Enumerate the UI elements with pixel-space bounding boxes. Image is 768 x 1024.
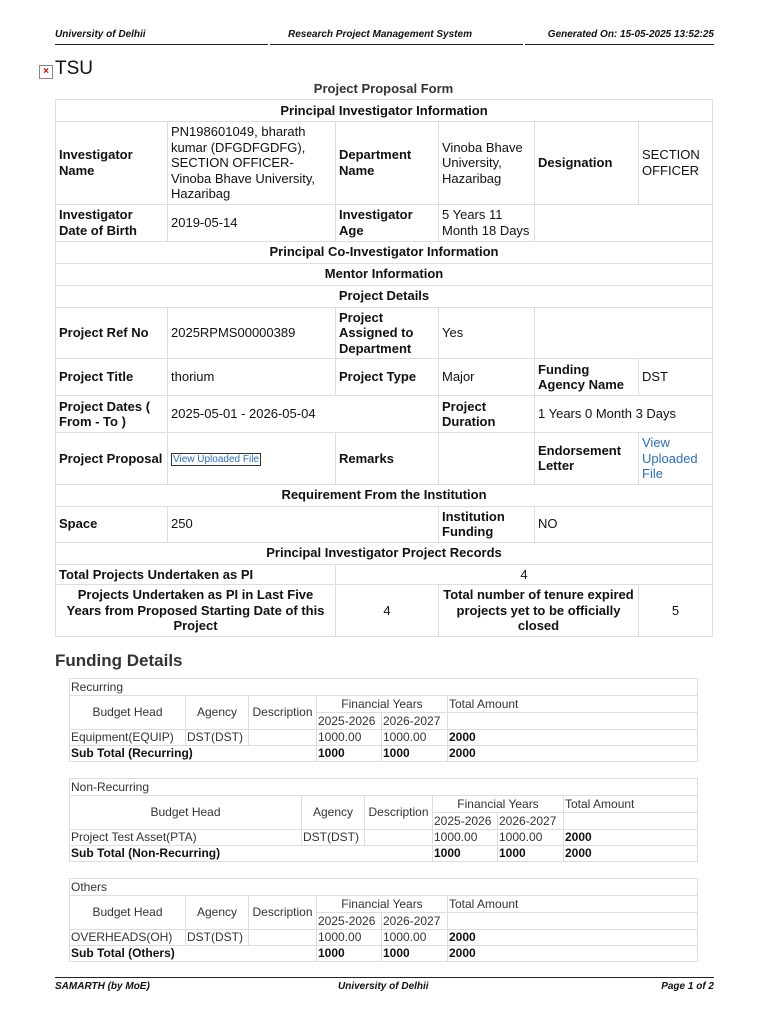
non-recurring-subtotal-total: 2000	[564, 846, 698, 862]
value-space: 250	[168, 506, 439, 542]
value-designation: SECTION OFFICER	[639, 122, 713, 205]
logo	[39, 58, 93, 80]
col-description: Description	[249, 896, 317, 930]
value-expired-projects: 5	[639, 585, 713, 637]
value-age: 5 Years 11 Month 18 Days	[439, 204, 535, 241]
label-project-dates: Project Dates ( From - To )	[56, 396, 168, 433]
col-year-2: 2026-2027	[382, 913, 448, 930]
label-remarks: Remarks	[336, 433, 439, 485]
col-agency: Agency	[186, 696, 249, 730]
col-total-amount: Total Amount	[448, 896, 698, 913]
recurring-y1: 1000.00	[317, 730, 382, 746]
value-project-title: thorium	[168, 359, 336, 396]
form-title: Project Proposal Form	[313, 81, 454, 96]
non-recurring-subtotal-y2: 1000	[498, 846, 564, 862]
value-dob: 2019-05-14	[168, 204, 336, 241]
non-recurring-desc	[365, 830, 433, 846]
label-project-title: Project Title	[56, 359, 168, 396]
others-y2: 1000.00	[382, 930, 448, 946]
section-co-pi: Principal Co-Investigator Information	[56, 241, 713, 263]
col-description: Description	[365, 796, 433, 830]
header-system-name: Research Project Management System	[288, 29, 472, 40]
value-project-duration: 1 Years 0 Month 3 Days	[535, 396, 713, 433]
others-total: 2000	[448, 930, 698, 946]
col-year-2: 2026-2027	[498, 813, 564, 830]
empty-cell	[535, 307, 713, 359]
non-recurring-total: 2000	[564, 830, 698, 846]
page-footer	[55, 981, 714, 995]
label-project-duration: Project Duration	[439, 396, 535, 433]
non-recurring-table	[69, 778, 698, 862]
empty-cell	[564, 813, 698, 830]
col-total-amount: Total Amount	[448, 696, 698, 713]
value-project-assigned: Yes	[439, 307, 535, 359]
others-caption: Others	[70, 879, 698, 896]
footer-divider	[55, 977, 714, 978]
section-pi-records: Principal Investigator Project Records	[56, 542, 713, 564]
col-year-1: 2025-2026	[317, 713, 382, 730]
col-budget-head: Budget Head	[70, 696, 186, 730]
col-agency: Agency	[186, 896, 249, 930]
others-head: OVERHEADS(OH)	[70, 930, 186, 946]
col-description: Description	[249, 696, 317, 730]
value-project-ref: 2025RPMS00000389	[168, 307, 336, 359]
header-generated-on: Generated On: 15-05-2025 13:52:25	[547, 29, 714, 40]
funding-title: Funding Details	[55, 651, 183, 670]
section-project-details: Project Details	[56, 285, 713, 307]
recurring-head: Equipment(EQUIP)	[70, 730, 186, 746]
recurring-subtotal-y1: 1000	[317, 746, 382, 762]
recurring-y2: 1000.00	[382, 730, 448, 746]
label-investigator-name: Investigator Name	[56, 122, 168, 205]
empty-cell	[535, 204, 713, 241]
others-desc	[249, 930, 317, 946]
others-subtotal-total: 2000	[448, 946, 698, 962]
non-recurring-head: Project Test Asset(PTA)	[70, 830, 302, 846]
label-funding-agency: Funding Agency Name	[535, 359, 639, 396]
broken-image-icon: ×	[39, 65, 53, 79]
value-remarks	[439, 433, 535, 485]
header-university: University of Delhii	[55, 29, 146, 40]
non-recurring-caption: Non-Recurring	[70, 779, 698, 796]
col-financial-years: Financial Years	[317, 896, 448, 913]
recurring-desc	[249, 730, 317, 746]
value-institution-funding: NO	[535, 506, 713, 542]
label-designation: Designation	[535, 122, 639, 205]
label-total-projects: Total Projects Undertaken as PI	[56, 564, 336, 585]
col-year-2: 2026-2027	[382, 713, 448, 730]
others-agency: DST(DST)	[186, 930, 249, 946]
view-proposal-button[interactable]: View Uploaded File	[173, 454, 259, 466]
col-financial-years: Financial Years	[317, 696, 448, 713]
recurring-total: 2000	[448, 730, 698, 746]
label-last-five-years: Projects Undertaken as PI in Last Five Years from Proposed Starting Date of this Project	[56, 585, 336, 637]
non-recurring-y1: 1000.00	[433, 830, 498, 846]
value-funding-agency: DST	[639, 359, 713, 396]
label-age: Investigator Age	[336, 204, 439, 241]
view-endorsement-link[interactable]: View Uploaded File	[642, 435, 698, 481]
others-subtotal-y1: 1000	[317, 946, 382, 962]
non-recurring-subtotal-y1: 1000	[433, 846, 498, 862]
label-expired-projects: Total number of tenure expired projects yet to be officially closed	[439, 585, 639, 637]
recurring-subtotal-total: 2000	[448, 746, 698, 762]
value-last-five-years: 4	[336, 585, 439, 637]
section-mentor: Mentor Information	[56, 263, 713, 285]
recurring-subtotal-y2: 1000	[382, 746, 448, 762]
non-recurring-agency: DST(DST)	[302, 830, 365, 846]
proposal-table	[55, 99, 713, 637]
header-divider-left	[55, 44, 268, 45]
proposal-cell	[168, 433, 336, 485]
value-investigator-name: PN198601049, bharath kumar (DFGDFGDFG), SECTION OFFICER- Vinoba Bhave University, Hazaribag	[168, 122, 336, 205]
label-department-name: Department Name	[336, 122, 439, 205]
non-recurring-subtotal-label: Sub Total (Non-Recurring)	[70, 846, 433, 862]
others-subtotal-label: Sub Total (Others)	[70, 946, 317, 962]
logo-text: TSU	[55, 58, 93, 79]
value-total-projects: 4	[336, 564, 713, 585]
footer-page-number: Page 1 of 2	[661, 981, 714, 992]
section-pi-info: Principal Investigator Information	[56, 100, 713, 122]
recurring-agency: DST(DST)	[186, 730, 249, 746]
col-total-amount: Total Amount	[564, 796, 698, 813]
empty-cell	[448, 913, 698, 930]
col-budget-head: Budget Head	[70, 896, 186, 930]
col-agency: Agency	[302, 796, 365, 830]
others-subtotal-y2: 1000	[382, 946, 448, 962]
col-budget-head: Budget Head	[70, 796, 302, 830]
label-institution-funding: Institution Funding	[439, 506, 535, 542]
footer-samarth: SAMARTH (by MoE)	[55, 981, 150, 992]
others-y1: 1000.00	[317, 930, 382, 946]
non-recurring-y2: 1000.00	[498, 830, 564, 846]
label-project-type: Project Type	[336, 359, 439, 396]
value-department-name: Vinoba Bhave University, Hazaribag	[439, 122, 535, 205]
section-requirement: Requirement From the Institution	[56, 484, 713, 506]
label-project-ref: Project Ref No	[56, 307, 168, 359]
col-financial-years: Financial Years	[433, 796, 564, 813]
value-project-dates: 2025-05-01 - 2026-05-04	[168, 396, 439, 433]
label-dob: Investigator Date of Birth	[56, 204, 168, 241]
empty-cell	[448, 713, 698, 730]
col-year-1: 2025-2026	[433, 813, 498, 830]
header-divider-center	[270, 44, 523, 45]
label-project-assigned: Project Assigned to Department	[336, 307, 439, 359]
recurring-caption: Recurring	[70, 679, 698, 696]
label-space: Space	[56, 506, 168, 542]
footer-university: University of Delhii	[338, 981, 429, 992]
label-project-proposal: Project Proposal	[56, 433, 168, 485]
value-project-type: Major	[439, 359, 535, 396]
endorsement-cell	[639, 433, 713, 485]
col-year-1: 2025-2026	[317, 913, 382, 930]
others-table	[69, 878, 698, 962]
header-divider-right	[525, 44, 714, 45]
label-endorsement: Endorsement Letter	[535, 433, 639, 485]
recurring-table	[69, 678, 698, 762]
page-header	[55, 29, 714, 45]
recurring-subtotal-label: Sub Total (Recurring)	[70, 746, 317, 762]
